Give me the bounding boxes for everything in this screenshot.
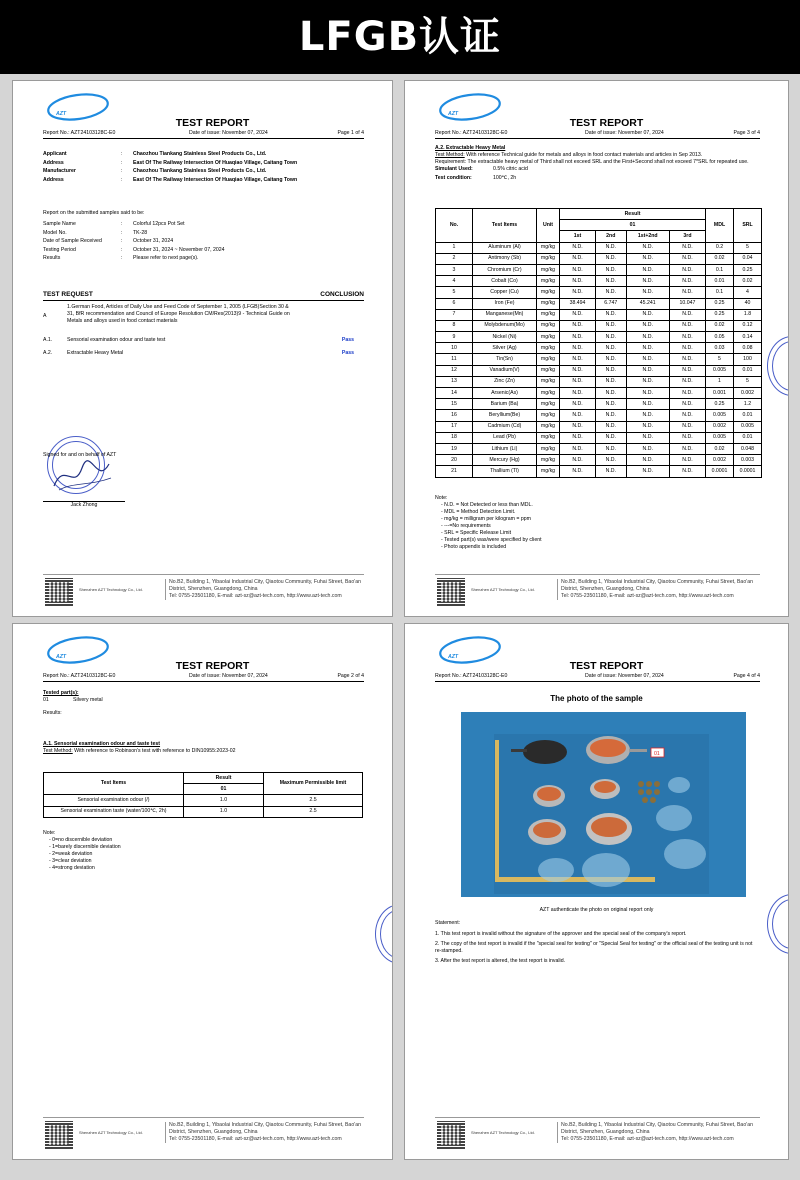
- table-cell: Vanadium(V): [473, 365, 537, 376]
- request-a: A 1.German Food, Articles of Daily Use and Feed Code of September 1, 2005 (LFGB)Section 30 & 31, BfR recommendation and Council of Europe Resolution CM/Res(2013)9 - Technical Guide on Metals and alloys used in food contact materials: [43, 304, 290, 325]
- table-cell: N.D.: [596, 376, 627, 387]
- result-pass: Pass: [341, 337, 354, 343]
- table-row: [436, 455, 762, 466]
- page-footer: Shenzhen AZT Technology Co., Ltd. No.B2, Building 1, Yibaolai Industrial City, Qiaotou Community, Fuhai Street, Bao'an District, Shenzhen, Guangdong, China Tel: 0755-23501180, E-mail: azt-sz@azt-tech.com, http://www.azt-tech.com: [43, 574, 364, 606]
- table-row: [436, 264, 762, 275]
- table-cell: N.D.: [669, 376, 705, 387]
- table-cell: Cadmium (Cd): [473, 421, 537, 432]
- report-header: Report No.: AZT24103128C-E0 Date of issue: November 07, 2024 Page 4 of 4: [435, 673, 760, 682]
- note-item: - Photo appendix is included: [441, 544, 507, 551]
- table-row: [436, 421, 762, 432]
- table-cell: Lithium (Li): [473, 443, 537, 454]
- table-cell: N.D.: [596, 309, 627, 320]
- table-cell: Tin(Sn): [473, 354, 537, 365]
- table-cell: 0.1: [706, 264, 734, 275]
- table-cell: N.D.: [596, 443, 627, 454]
- report-title: TEST REPORT: [569, 117, 644, 129]
- table-cell: N.D.: [560, 332, 596, 343]
- table-row: [436, 399, 762, 410]
- table-cell: mg/kg: [537, 432, 560, 443]
- table-cell: 4: [734, 287, 762, 298]
- table-cell: 20: [436, 455, 473, 466]
- table-cell: 5: [706, 354, 734, 365]
- sample-row: Date of Sample Received : October 31, 2024: [43, 238, 174, 244]
- table-cell: N.D.: [669, 432, 705, 443]
- table-row: [436, 253, 762, 264]
- table-cell: N.D.: [626, 388, 669, 399]
- table-cell: N.D.: [626, 443, 669, 454]
- table-cell: N.D.: [596, 388, 627, 399]
- table-cell: 19: [436, 443, 473, 454]
- table-cell: Nickel (Ni): [473, 332, 537, 343]
- table-cell: 0.048: [734, 443, 762, 454]
- table-cell: 1: [436, 242, 473, 253]
- table-cell: N.D.: [560, 320, 596, 331]
- page-footer: Shenzhen AZT Technology Co., Ltd. No.B2, Building 1, Yibaolai Industrial City, Qiaotou Community, Fuhai Street, Bao'an District, Shenzhen, Guangdong, China Tel: 0755-23501180, E-mail: azt-sz@azt-tech.com, http://www.azt-tech.com: [435, 574, 760, 606]
- table-cell: 0.14: [734, 332, 762, 343]
- table-cell: 45.241: [626, 298, 669, 309]
- table-cell: Mercury (Hg): [473, 455, 537, 466]
- table-cell: mg/kg: [537, 309, 560, 320]
- table-cell: 0.005: [734, 421, 762, 432]
- table-row: Sensorial examination odour (/) 1.0 2.5: [44, 795, 363, 806]
- qr-code: [437, 578, 465, 606]
- note-item: - MDL = Method Detection Limit.: [441, 509, 516, 516]
- table-cell: N.D.: [560, 443, 596, 454]
- table-cell: Antimony (Sb): [473, 253, 537, 264]
- table-cell: 6.747: [596, 298, 627, 309]
- table-cell: N.D.: [626, 276, 669, 287]
- table-cell: N.D.: [669, 354, 705, 365]
- svg-text:AZT: AZT: [448, 111, 459, 117]
- conclusion-label: CONCLUSION: [320, 291, 364, 298]
- table-cell: N.D.: [626, 376, 669, 387]
- note-item: - SRL = Specific Release Limit: [441, 530, 512, 537]
- report-header: Report No.: AZT24103128C-E0 Date of issue: November 07, 2024 Page 2 of 4: [43, 673, 364, 682]
- request-items: [43, 337, 364, 363]
- table-cell: N.D.: [596, 399, 627, 410]
- signed-text: Signed for and on behalf of AZT: [43, 452, 117, 458]
- table-cell: 0.02: [706, 443, 734, 454]
- table-cell: 10: [436, 343, 473, 354]
- note-item: - Tested part(s) was/were specified by client: [441, 537, 542, 544]
- table-cell: Chromium (Cr): [473, 264, 537, 275]
- sample-photo: [461, 712, 746, 897]
- table-cell: 0.01: [734, 410, 762, 421]
- table-cell: N.D.: [626, 253, 669, 264]
- table-cell: mg/kg: [537, 365, 560, 376]
- info-row: Manufacturer : Chaozhou Tiankang Stainless Steel Products Co., Ltd.: [43, 168, 267, 174]
- cookware-image: [461, 712, 746, 897]
- table-cell: Zinc (Zn): [473, 376, 537, 387]
- info-row: Address : East Of The Railway Intersection Of Huaqiao Village, Caitang Town: [43, 176, 298, 183]
- table-cell: 0.003: [734, 455, 762, 466]
- table-cell: N.D.: [560, 253, 596, 264]
- table-cell: mg/kg: [537, 455, 560, 466]
- heavy-metal-table: No. Test Items Unit Result MDL SRL 01 1st 2nd 1st+2nd 3rd 1 Aluminum (Al) mg/kg N.D. N.D. N.D. N.D. 0.2 5 2 Antimony (Sb) mg/kg N.D. N.D. N.D. N.D. 0.02 0.04 3 Chromium (Cr) mg/kg N.D. N.D. N.D. N.D. 0.1 0.25 4 Cobalt (Co) mg/kg N.D. N.D. N.D. N.D. 0.01 0.02 5 Copper (Cu) mg/kg N.D. N.D. N.D. N.D. 0.1 4 6 Iron (Fe) mg/kg 38.494 6.747 45.241 10.047 0.25 40 7 Manganese(Mn) mg/kg N.D. N.D. N.D. N.D. 0.25 1.8 8 Molybdenum(Mo) mg/kg N.D. N.D. N.D. N.D. 0.02 0.12 9 Nickel (Ni) mg/kg N.D. N.D. N.D. N.D. 0.05 0.14 10 Silver (Ag) mg/kg N.D. N.D. N.D. N.D. 0.03 0.08 11 Tin(Sn) mg/kg N.D. N.D. N.D. N.D. 5 100 12 Vanadium(V) mg/kg N.D. N.D. N.D. N.D. 0.005 0.01 13 Zinc (Zn) mg/kg N.D. N.D. N.D. N.D. 1 5 14 Arsenic(As) mg/kg N.D. N.D. N.D. N.D. 0.001 0.002 15 Barium (Ba) mg/kg N.D. N.D. N.D. N.D. 0.25 1.2 16 Beryllium(Be) mg/kg N.D. N.D. N.D. N.D. 0.005 0.01 17 Cadmium (Cd) mg/kg N.D. N.D. N.D. N.D. 0.002 0.005 18 Lead (Pb) mg/kg N.D. N.D. N.D. N.D. 0.005 0.01 19 Lithium (Li) mg/kg N.D. N.D. N.D. N.D. 0.02 0.048 20 Mercury (Hg) mg/kg N.D. N.D. N.D. N.D. 0.002 0.003 21 Thallium (Tl) mg/kg N.D. N.D. N.D. N.D. 0.0001 0.0001: [435, 208, 762, 478]
- table-cell: N.D.: [596, 343, 627, 354]
- table-cell: 18: [436, 432, 473, 443]
- table-row: [436, 466, 762, 477]
- table-cell: mg/kg: [537, 276, 560, 287]
- table-cell: N.D.: [560, 287, 596, 298]
- company-seal: [375, 904, 393, 964]
- sample-info: [43, 221, 372, 264]
- table-cell: 5: [436, 287, 473, 298]
- table-cell: N.D.: [626, 309, 669, 320]
- table-cell: 0.25: [706, 399, 734, 410]
- sensorial-notes: Note: - 0=no discernible deviation - 1=barely discernible deviation - 2=weak deviation - 3=clear deviation - 4=strong deviation: [43, 830, 364, 872]
- table-cell: N.D.: [669, 466, 705, 477]
- table-cell: 4: [436, 276, 473, 287]
- request-item: A.2. Extractable Heavy Metal Pass: [43, 350, 354, 356]
- table-cell: N.D.: [626, 354, 669, 365]
- svg-text:AZT: AZT: [56, 654, 67, 660]
- table-cell: 6: [436, 298, 473, 309]
- table-cell: 15: [436, 399, 473, 410]
- test-request-label: TEST REQUEST: [43, 291, 93, 298]
- table-cell: N.D.: [626, 455, 669, 466]
- table-cell: N.D.: [596, 253, 627, 264]
- table-row: [436, 320, 762, 331]
- table-cell: mg/kg: [537, 421, 560, 432]
- table-cell: N.D.: [596, 455, 627, 466]
- table-row: [436, 332, 762, 343]
- table-cell: 0.02: [734, 276, 762, 287]
- table-cell: N.D.: [560, 242, 596, 253]
- table-cell: mg/kg: [537, 253, 560, 264]
- table-cell: N.D.: [560, 455, 596, 466]
- table-cell: Cobalt (Co): [473, 276, 537, 287]
- table-cell: N.D.: [669, 276, 705, 287]
- table-cell: 0.005: [706, 432, 734, 443]
- issue-date: Date of issue: November 07, 2024: [189, 130, 268, 136]
- tested-parts: Tested part(s): 01 Silvery metal Results:: [43, 690, 103, 717]
- table-row: [436, 309, 762, 320]
- table-row: [436, 388, 762, 399]
- note-item: - N.D. = Not Detected or less than MDL.: [441, 502, 533, 509]
- report-page-4: [404, 623, 789, 1160]
- table-cell: 7: [436, 309, 473, 320]
- table-cell: Barium (Ba): [473, 399, 537, 410]
- table-cell: 0.005: [706, 365, 734, 376]
- note-item: - ---=No requirements: [441, 523, 491, 530]
- table-cell: 0.01: [734, 365, 762, 376]
- table-cell: N.D.: [669, 320, 705, 331]
- note-item: - 1=barely discernible deviation: [49, 844, 121, 851]
- table-cell: N.D.: [560, 421, 596, 432]
- table-cell: 0.25: [734, 264, 762, 275]
- table-cell: 40: [734, 298, 762, 309]
- note-item: - 2=weak deviation: [49, 851, 93, 858]
- table-cell: N.D.: [560, 309, 596, 320]
- table-cell: 0.25: [706, 309, 734, 320]
- photo-tag: 01: [654, 751, 660, 757]
- table-row: [436, 242, 762, 253]
- table-cell: 3: [436, 264, 473, 275]
- table-row: [436, 443, 762, 454]
- photo-title: The photo of the sample: [550, 694, 643, 703]
- table-cell: N.D.: [626, 287, 669, 298]
- table-cell: N.D.: [560, 343, 596, 354]
- table-cell: mg/kg: [537, 264, 560, 275]
- result-pass: Pass: [341, 350, 354, 356]
- table-cell: 9: [436, 332, 473, 343]
- info-row: Applicant : Chaozhou Tiankang Stainless Steel Products Co., Ltd.: [43, 151, 267, 157]
- table-cell: 0.08: [734, 343, 762, 354]
- table-cell: N.D.: [596, 421, 627, 432]
- photo-caption: AZT authenticate the photo on original report only: [539, 907, 654, 913]
- table-cell: N.D.: [669, 399, 705, 410]
- table-row: [436, 354, 762, 365]
- table-cell: mg/kg: [537, 242, 560, 253]
- report-page-3: [404, 80, 789, 617]
- table-cell: N.D.: [669, 443, 705, 454]
- table-cell: 38.494: [560, 298, 596, 309]
- table-cell: Copper (Cu): [473, 287, 537, 298]
- table-cell: N.D.: [596, 432, 627, 443]
- table-cell: N.D.: [560, 354, 596, 365]
- table-cell: 0.02: [706, 253, 734, 264]
- applicant-info: [43, 151, 372, 185]
- table-cell: N.D.: [596, 466, 627, 477]
- qr-code: [45, 578, 73, 606]
- table-cell: N.D.: [669, 253, 705, 264]
- table-cell: N.D.: [669, 388, 705, 399]
- table-cell: N.D.: [626, 466, 669, 477]
- table-cell: mg/kg: [537, 354, 560, 365]
- table-cell: 0.002: [706, 455, 734, 466]
- request-item: A.1. Sensorial examination odour and taste test Pass: [43, 337, 354, 343]
- table-cell: 5: [734, 376, 762, 387]
- table-cell: N.D.: [596, 320, 627, 331]
- table-cell: N.D.: [669, 264, 705, 275]
- company-seal: [767, 894, 789, 954]
- table-cell: mg/kg: [537, 287, 560, 298]
- table-cell: N.D.: [626, 242, 669, 253]
- heavy-metal-section: A.2. Extractable Heavy Metal Test Method: With reference Technical guide for metals and alloys in food contact materials and articles in Sep 2013. Requirement: The extractable heavy metal of Third shall not exceed SRL and the First+Second shall not exceed 7*SRL for repeated use. Simulant Used: 0.5% citric acid Test condition: 100℃, 2h: [435, 145, 749, 182]
- table-cell: 0.002: [734, 388, 762, 399]
- table-cell: mg/kg: [537, 320, 560, 331]
- table-cell: N.D.: [596, 332, 627, 343]
- table-cell: N.D.: [626, 343, 669, 354]
- table-cell: N.D.: [626, 264, 669, 275]
- table-row: [436, 343, 762, 354]
- table-cell: N.D.: [596, 264, 627, 275]
- table-cell: Iron (Fe): [473, 298, 537, 309]
- table-cell: mg/kg: [537, 298, 560, 309]
- table-cell: 14: [436, 388, 473, 399]
- table-cell: N.D.: [626, 365, 669, 376]
- signer-name: Jack Zhong: [43, 501, 125, 509]
- table-cell: 10.047: [669, 298, 705, 309]
- page-footer: Shenzhen AZT Technology Co., Ltd. No.B2, Building 1, Yibaolai Industrial City, Qiaotou Community, Fuhai Street, Bao'an District, Shenzhen, Guangdong, China Tel: 0755-23501180, E-mail: azt-sz@azt-tech.com, http://www.azt-tech.com: [435, 1117, 760, 1149]
- sample-row: Results : Please refer to next page(s).: [43, 255, 199, 261]
- table-cell: Silver (Ag): [473, 343, 537, 354]
- samples-intro: Report on the submitted samples said to be:: [43, 210, 145, 216]
- report-page-1: [12, 80, 393, 617]
- report-title: TEST REPORT: [175, 117, 250, 129]
- table-cell: N.D.: [669, 365, 705, 376]
- table-cell: mg/kg: [537, 332, 560, 343]
- table-cell: 0.02: [706, 320, 734, 331]
- table-cell: 0.04: [734, 253, 762, 264]
- table-cell: 13: [436, 376, 473, 387]
- table-cell: N.D.: [626, 421, 669, 432]
- table-cell: N.D.: [669, 421, 705, 432]
- table-row: [436, 298, 762, 309]
- company-seal: [767, 336, 789, 396]
- table-row: [436, 276, 762, 287]
- table-row: [436, 432, 762, 443]
- logo-text: AZT: [56, 111, 67, 117]
- table-cell: 100: [734, 354, 762, 365]
- table-cell: N.D.: [669, 287, 705, 298]
- table-cell: 11: [436, 354, 473, 365]
- test-request-header: [43, 291, 364, 301]
- table-row: [436, 365, 762, 376]
- table-cell: 17: [436, 421, 473, 432]
- table-cell: N.D.: [560, 264, 596, 275]
- table-cell: N.D.: [669, 343, 705, 354]
- table-cell: 8: [436, 320, 473, 331]
- table-cell: N.D.: [560, 276, 596, 287]
- table-cell: Arsenic(As): [473, 388, 537, 399]
- table-cell: Lead (Pb): [473, 432, 537, 443]
- table-cell: 0.12: [734, 320, 762, 331]
- table-cell: N.D.: [596, 354, 627, 365]
- note-item: - 4=strong deviation: [49, 865, 95, 872]
- table-cell: Molybdenum(Mo): [473, 320, 537, 331]
- page-number: Page 1 of 4: [337, 130, 364, 136]
- table-cell: N.D.: [626, 399, 669, 410]
- table-cell: N.D.: [626, 320, 669, 331]
- table-cell: mg/kg: [537, 466, 560, 477]
- note-item: - 0=no discernible deviation: [49, 837, 113, 844]
- info-row: Address : East Of The Railway Intersection Of Huaqiao Village, Caitang Town: [43, 159, 298, 166]
- sample-row: Model No. : TK-28: [43, 229, 148, 236]
- table-cell: 12: [436, 365, 473, 376]
- table-cell: N.D.: [596, 276, 627, 287]
- table-cell: 0.002: [706, 421, 734, 432]
- table-cell: N.D.: [669, 309, 705, 320]
- table-cell: 0.1: [706, 287, 734, 298]
- report-title: TEST REPORT: [569, 660, 644, 672]
- sample-row: Testing Period : October 31, 2024 ~ November 07, 2024: [43, 246, 225, 253]
- table-cell: mg/kg: [537, 399, 560, 410]
- table-cell: N.D.: [596, 242, 627, 253]
- table-cell: N.D.: [560, 399, 596, 410]
- table-cell: 1.8: [734, 309, 762, 320]
- table-cell: 1.2: [734, 399, 762, 410]
- report-page-2: [12, 623, 393, 1160]
- svg-text:AZT: AZT: [448, 654, 459, 660]
- statement-section: Statement: 1. This test report is invalid without the signature of the approver and the special seal of the company's report. 2. The copy of the test report is invalid if the "special seal for testing" or "Special Seal for testing" or the official seal of the testing unit is not re-stamped. 3. After the test report is altered, the test report is invalid.: [435, 920, 753, 965]
- table-cell: 0.001: [706, 388, 734, 399]
- qr-code: [437, 1121, 465, 1149]
- page-footer: Shenzhen AZT Technology Co., Ltd. No.B2, Building 1, Yibaolai Industrial City, Qiaotou Community, Fuhai Street, Bao'an District, Shenzhen, Guangdong, China Tel: 0755-23501180, E-mail: azt-sz@azt-tech.com, http://www.azt-tech.com: [43, 1117, 364, 1149]
- qr-code: [45, 1121, 73, 1149]
- table-cell: 21: [436, 466, 473, 477]
- table-cell: N.D.: [626, 332, 669, 343]
- table-cell: mg/kg: [537, 376, 560, 387]
- table-cell: N.D.: [560, 466, 596, 477]
- table-cell: N.D.: [669, 455, 705, 466]
- table-row: Sensorial examination taste (water/100℃, 2h) 1.0 2.5: [44, 806, 363, 817]
- table-cell: N.D.: [669, 242, 705, 253]
- report-header: [43, 130, 364, 139]
- table-cell: Manganese(Mn): [473, 309, 537, 320]
- table-cell: N.D.: [560, 376, 596, 387]
- table-row: [436, 410, 762, 421]
- table-cell: 1: [706, 376, 734, 387]
- report-title: TEST REPORT: [175, 660, 250, 672]
- report-header: Report No.: AZT24103128C-E0 Date of issue: November 07, 2024 Page 3 of 4: [435, 130, 760, 139]
- table-cell: Aluminum (Al): [473, 242, 537, 253]
- table-cell: N.D.: [560, 432, 596, 443]
- table-cell: N.D.: [560, 365, 596, 376]
- signature-image: [49, 456, 119, 496]
- table-cell: mg/kg: [537, 410, 560, 421]
- table-cell: 2: [436, 253, 473, 264]
- note-item: - 3=clear deviation: [49, 858, 92, 865]
- report-no: Report No.: AZT24103128C-E0: [43, 130, 116, 136]
- table-cell: N.D.: [669, 332, 705, 343]
- table-cell: Thallium (Tl): [473, 466, 537, 477]
- sensorial-section: A.1. Sensorial examination odour and taste test Test Method: With reference to Robinson's test with reference to DIN10955:2023-02: [43, 741, 236, 755]
- table-cell: N.D.: [560, 388, 596, 399]
- table-cell: 0.2: [706, 242, 734, 253]
- table-cell: N.D.: [669, 410, 705, 421]
- table-cell: 0.01: [734, 432, 762, 443]
- table-cell: Beryllium(Be): [473, 410, 537, 421]
- note-item: - mg/kg = milligram per kilogram = ppm: [441, 516, 531, 523]
- table-cell: mg/kg: [537, 443, 560, 454]
- table-cell: N.D.: [596, 365, 627, 376]
- table-cell: 16: [436, 410, 473, 421]
- sensorial-table: Test Items Result Maximum Permissible limit 01 Sensorial examination odour (/) 1.0 2.5 Sensorial examination taste (water/100℃, 2h) 1.0 2.5: [43, 772, 363, 818]
- table-row: [436, 376, 762, 387]
- table-cell: N.D.: [626, 432, 669, 443]
- table-cell: N.D.: [560, 410, 596, 421]
- table-row: [436, 287, 762, 298]
- table-cell: mg/kg: [537, 388, 560, 399]
- table-cell: mg/kg: [537, 343, 560, 354]
- table-cell: N.D.: [596, 287, 627, 298]
- table-cell: 0.25: [706, 298, 734, 309]
- table-cell: 0.01: [706, 276, 734, 287]
- heavy-metal-notes: Note: - N.D. = Not Detected or less than MDL. - MDL = Method Detection Limit. - mg/kg = milligram per kilogram = ppm - ---=No requirements - SRL = Specific Release Limit - Tested part(s) was/were specified by client - Photo appendix is included: [435, 495, 760, 551]
- table-cell: 0.03: [706, 343, 734, 354]
- table-cell: 0.05: [706, 332, 734, 343]
- table-cell: N.D.: [626, 410, 669, 421]
- sample-row: Sample Name : Colorful 12pcs Pot Set: [43, 221, 185, 227]
- table-cell: 0.0001: [734, 466, 762, 477]
- table-cell: 0.0001: [706, 466, 734, 477]
- table-cell: 0.005: [706, 410, 734, 421]
- table-cell: 5: [734, 242, 762, 253]
- table-cell: N.D.: [596, 410, 627, 421]
- banner-title: LFGB认证: [0, 0, 800, 74]
